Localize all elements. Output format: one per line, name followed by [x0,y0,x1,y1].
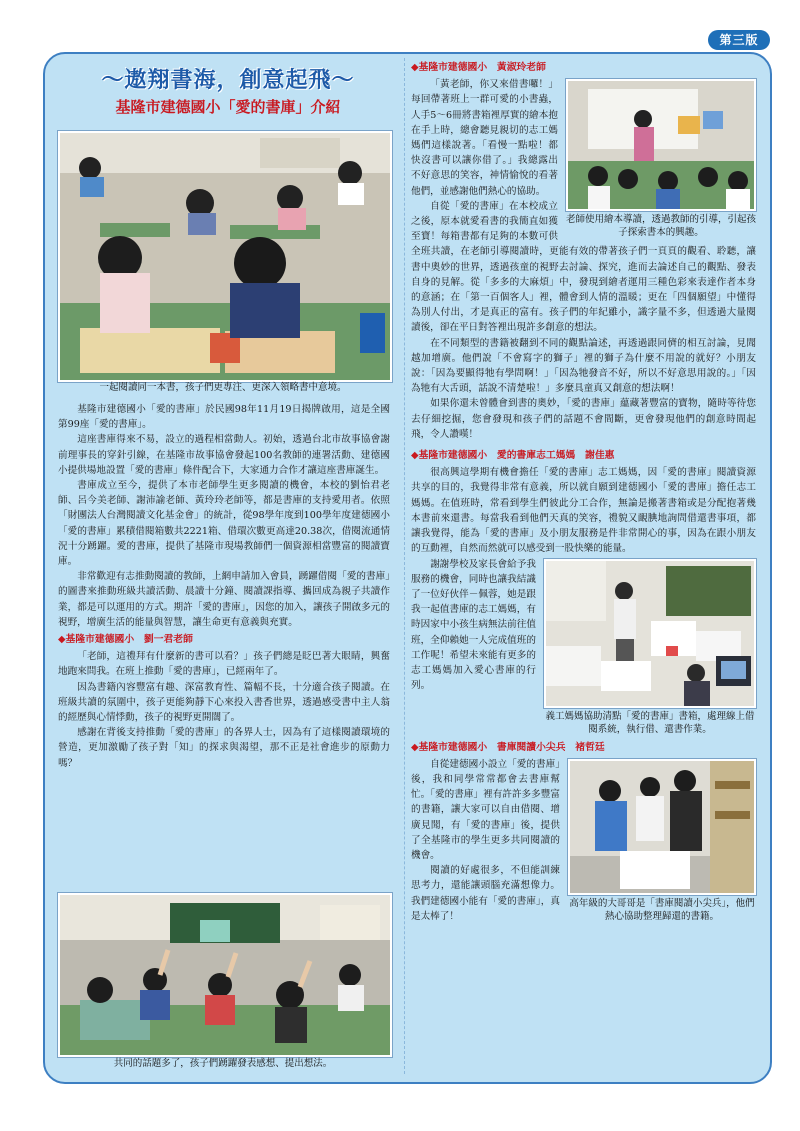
diamond-bullet-icon: ◆ [411,62,419,73]
intro-paragraph-2: 這座書庫得來不易，設立的過程相當動人。初始，透過台北市故事協會謝前理事長的穿針引線，在基隆市故事協會發起100名教師的連署活動、建德國小提供場地設置「愛的書庫」條件配合下，大家通力合作才讓這座書庫誕生。 [58,434,390,476]
classroom-reading-photo [58,131,392,382]
teacher-storytelling-photo [566,79,756,211]
page-number-badge: 第三版 [708,30,770,50]
liu-paragraph-2: 因為書籍內容豐富有趣、深富教育性、篇幅不長，十分適合孩子閱讀。在班級共讀的氛圍中，孩子更能夠靜下心來投入書香世界，透過感受書中主人翁的經歷與心情悸動，孩子的視野更開闊了。 [58,681,390,724]
right-column [411,58,756,927]
huang-paragraph-2: 自從「愛的書庫」在本校成立之後，原本就愛看書的我簡直如獲至寶！每箱書都有足夠的本數可供全班共讀，在老師引導閱讀時，更能有效的帶著孩子們一頁頁的觀看、聆聽，讓書中奧妙的世界，透過孩童的視野去討論、探究，進而去論述自己的觀點、發表自身的見解。從「多多的大麻煩」中，發現到繪者運用三種色彩來表達作者本身的意涵；在「第一百個客人」裡，體會到人情的溫暖；更在「四個願望」中懂得為別人付出，才是真正的富有。孩子們的年紀雖小，識字量不多，但透過大量閱讀後，卻在平日對答裡出現許多創意的想法。 [411,200,756,334]
student-helpers-caption: 高年級的大哥哥是「書庫閱讀小尖兵」，他們熱心協助整理歸還的書籍。 [569,897,755,922]
diamond-bullet-icon: ◆ [411,741,419,753]
left-column [58,402,390,771]
volunteer-mothers-illustration [546,561,754,706]
huang-paragraph-3: 在不同類型的書籍被翻到不同的觀點論述，再透過跟同儕的相互討論，見聞越加增廣。他們說「不會寫字的獅子」裡的獅子為什麼不用說的就好？小朋友說：「因為要顯得牠有學問啊！」「因為牠發音不好，所以不好意思用說的。」「因為牠有大舌頭，話說不清楚啦！」多麼具童真又創意的想法啊！ [411,337,756,395]
teacher-photo-caption: 老師使用繪本導讀，透過教師的引導，引起孩子探索書本的興趣。 [566,214,757,239]
huang-paragraph-4: 如果你還未曾體會到書的奧妙，「愛的書庫」蘊藏著豐富的寶物，隨時等待您去仔細挖掘，您會發現和孩子們的話題不會間斷，更會發現他們的創意時間起飛，令人讚嘆！ [411,398,756,440]
page-subtitle: 基隆市建德國小「愛的書庫」介紹 [115,98,341,116]
liu-paragraph-1: 「老師，這禮拜有什麼新的書可以看？」孩子們總是眨巴著大眼睛，興奮地跑來問我。在班上推動「愛的書庫」，已經兩年了。 [58,651,390,678]
teacher-storytelling-illustration [568,81,754,209]
chu-paragraph-1: 自從建德國小設立「愛的書庫」後，我和同學常常都會去書庫幫忙。「愛的書庫」裡有許許多多豐富的書籍，讓大家可以自由借閱、增廣見聞，有「愛的書庫」後，提供了全基隆市的學生更多共同閱讀的機會。 [411,758,560,861]
classroom-reading-illustration [60,133,390,380]
volunteer-mothers-photo [544,559,756,708]
intro-paragraph-3: 書庫成立至今，提供了本市老師學生更多閱讀的機會，本校的劉怡君老師、呂今美老師、謝沛諭老師、黃玲玲老師等，都是書庫的支持愛用者。依照「財團法人台灣閱讀文化基金會」的統計，從98學年度到100學年度建德國小「愛的書庫」累積借閱箱數共2221箱、借環次數更高達20.38次，借閱流通情況十分踴躍。愛的書庫，提供了基隆市現場教師們一個資源相當豐富的閱讀寶庫。 [58,480,390,568]
intro-paragraph-1: 基隆市建德國小「愛的書庫」於民國98年11月19日揭牌啟用，這是全國第99座「愛的書庫」。 [58,404,390,431]
volunteer-photo-block [544,559,756,736]
huang-paragraph-1: 「黃老師，你又來借書囉！」每回帶著班上一群可愛的小書蟲，人手5～6冊將書箱裡厚實的繪本抱在手上時，總會聽見親切的志工媽媽們這樣說著。「看慢一點啦！都快沒書可以讓你借了。」我總露出不好意思的笑容，神情愉悅的看著他們，並感謝他們熱心的協助。 [411,79,558,197]
liu-paragraph-3: 感謝在背後支持推動「愛的書庫」的各界人士，因為有了這樣閱讀環境的營造，更加激勵了孩子對「知」的探求與渴望，那不正是社會進步的原動力嗎？ [58,727,390,769]
chu-paragraph-2: 閱讀的好處很多，不但能訓練思考力，還能讓頭腦充滿想像力。我們建德國小能有「愛的書庫」，真是太棒了！ [411,865,560,922]
students-raising-hands-illustration [60,895,390,1055]
section-heading-hsieh: ◆基隆市建德國小 愛的書庫志工媽媽 謝佳惠 [411,450,615,462]
volunteer-photo-caption: 義工媽媽協助清點「愛的書庫」書箱，處理線上借閱系統，執行借、還書作業。 [545,710,755,735]
page-title: ～遨翔書海，創意起飛～ [101,67,355,93]
student-helpers-illustration [570,761,754,893]
student-helpers-photo-block [568,759,756,923]
student-helpers-photo [568,759,756,895]
diamond-bullet-icon: ◆ [411,450,419,462]
section-heading-liu: ◆基隆市建德國小 劉一君老師 [58,634,193,646]
hsieh-paragraph-1: 很高興這學期有機會擔任「愛的書庫」志工媽媽，因「愛的書庫」閱讀資源共享的目的，我覺得非常有意義，所以就自願到建德國小「愛的書庫」擔任志工媽媽。在值班時，常看到學生們彼此分工合作，無論是搬著書箱或是分配抱著幾本書前來還書。每當我看到他們天真的笑容，禮貌又靦腆地詢問借還書事項，都讓我覺得，能為「愛的書庫」及小朋友服務是件非常開心的事，因為在跟小朋友的互動裡，自然而然就可以感受到一股快樂的能量。 [411,467,756,555]
hsieh-paragraph-2: 謝謝學校及家長會給予我服務的機會，同時也讓我結識了一位好伙伴－佩蓉，她是跟我一起值書庫的志工媽媽，有時因家中小孩生病無法前往值班，全仰賴她一人完成值班的工作呢！希望未來能有更多的志工媽媽加入愛心書庫的行列。 [411,558,536,692]
section-heading-huang: ◆基隆市建德國小 黃淑玲老師 [411,62,546,73]
intro-paragraph-4: 非常歡迎有志推動閱讀的教師，上網申請加入會員，踴躍借閱「愛的書庫」的圖書來推動班級共讀活動、晨讀十分鐘、閱讀課指導、攜回成為親子共讀作業，都是可以運用的方式。期許「愛的書庫」，因您的加入，讓孩子開啟多元的視野，增廣生活的能量與智慧，讓生命更有意義與充實。 [58,571,390,628]
teacher-photo-block [566,79,756,239]
photo1-caption: 一起閱讀同一本書，孩子們更專注、更深入領略書中意境。 [99,382,347,393]
photo-bottom-left-caption: 共同的話題多了，孩子們踴躍發表感想、提出想法。 [113,1058,333,1069]
column-divider [404,58,405,1074]
section-heading-chu: ◆基隆市建德國小 書庫閱讀小尖兵 褚哲廷 [411,741,605,753]
diamond-bullet-icon: ◆ [58,634,66,646]
students-raising-hands-photo [58,893,392,1057]
